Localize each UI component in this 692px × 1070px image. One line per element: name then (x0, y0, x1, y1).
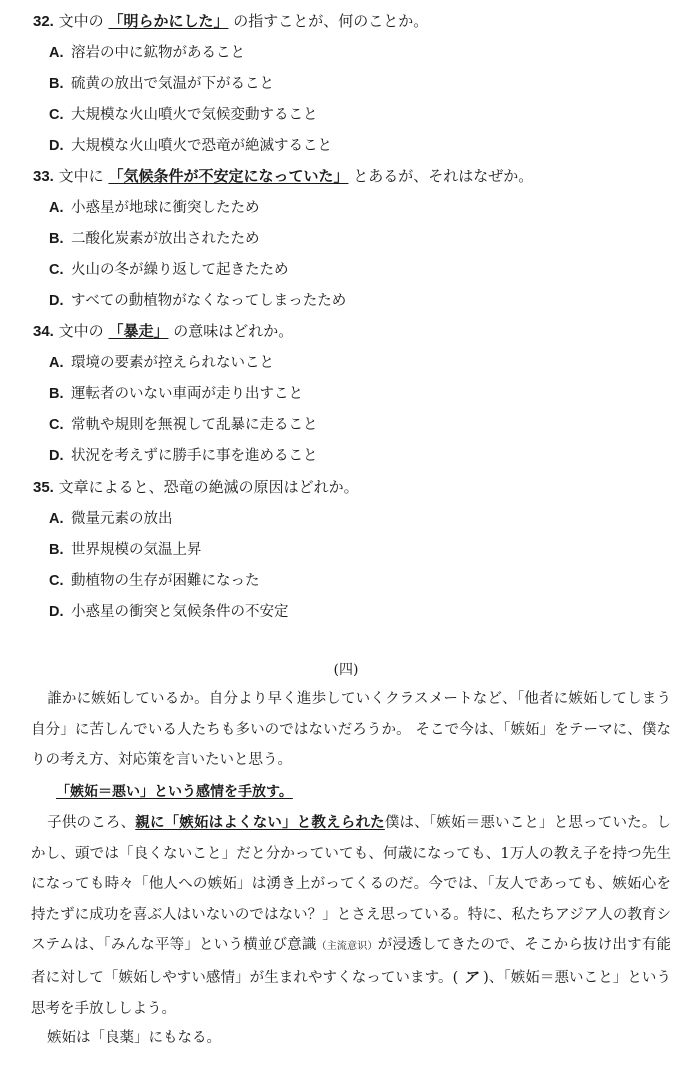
question-number: 34. (33, 323, 54, 340)
body-text-4: )、「嫉妬＝悪いこと」という思考を手放ししよう。 (31, 969, 672, 1017)
option-letter: A. (49, 45, 64, 61)
question-prefix: 文中の (58, 12, 104, 30)
answer-blank[interactable]: ア (458, 969, 484, 986)
option-text: 微量元素の放出 (71, 511, 173, 527)
body-paragraph (31, 808, 671, 1024)
option-letter: D. (49, 293, 64, 309)
option-33-b[interactable] (49, 227, 260, 248)
option-letter: A. (49, 511, 64, 527)
closing-text: 嫉妬は「良薬」にもなる。 (47, 1030, 221, 1046)
question-suffix: の指すことが、何のことか。 (233, 12, 429, 30)
body-underlined: 親に「嫉妬はよくない」と教えられた (135, 815, 385, 831)
option-text: 状況を考えずに勝手に事を進めること (71, 448, 318, 464)
option-35-d[interactable] (49, 600, 289, 621)
option-34-d[interactable] (49, 444, 318, 465)
option-letter: A. (49, 200, 64, 216)
closing-line (31, 1023, 671, 1054)
question-number: 35. (33, 479, 54, 496)
option-letter: B. (49, 231, 64, 247)
option-33-d[interactable] (49, 289, 346, 310)
option-32-d[interactable] (49, 134, 332, 155)
option-text: 二酸化炭素が放出されたため (71, 231, 260, 247)
question-prefix: 文中に (58, 167, 104, 185)
option-text: 大規模な火山噴火で気候変動すること (71, 107, 318, 123)
question-32 (33, 10, 428, 31)
option-text: すべての動植物がなくなってしまったため (71, 293, 347, 309)
option-letter: C. (49, 573, 64, 589)
question-35 (33, 476, 359, 497)
option-32-c[interactable] (49, 103, 318, 124)
option-letter: D. (49, 448, 64, 464)
option-letter: A. (49, 355, 64, 371)
body-text-3: が浸透してきたので、そこから抜け出す有能者に対して「嫉妬しやすい感情」が生まれやすくなっています。( (31, 937, 672, 986)
question-34 (33, 320, 293, 341)
section-heading: 「嫉妬＝悪い」という感情を手放す。 (56, 784, 293, 800)
option-text: 溶岩の中に鉱物があること (71, 45, 245, 61)
option-letter: B. (49, 76, 64, 92)
option-letter: C. (49, 417, 64, 433)
option-letter: C. (49, 262, 64, 278)
option-letter: D. (49, 138, 64, 154)
option-text: 運転者のいない車両が走り出すこと (71, 386, 303, 402)
body-small-note: （主流意识） (316, 941, 378, 953)
question-keyword: 「暴走」 (108, 322, 169, 340)
section-title: (四) (333, 662, 359, 678)
question-number: 33. (33, 168, 54, 185)
option-35-b[interactable] (49, 538, 202, 559)
option-letter: D. (49, 604, 64, 620)
option-text: 小惑星の衝突と気候条件の不安定 (71, 604, 289, 620)
option-text: 小惑星が地球に衝突したため (71, 200, 260, 216)
option-34-b[interactable] (49, 382, 303, 403)
option-33-c[interactable] (49, 258, 289, 279)
question-number: 32. (33, 13, 54, 30)
question-prefix: 文章によると、恐竜の絶滅の原因はどれか。 (58, 478, 359, 496)
option-text: 世界規模の気温上昇 (71, 542, 202, 558)
option-32-a[interactable] (49, 41, 245, 62)
option-letter: B. (49, 542, 64, 558)
option-34-c[interactable] (49, 413, 318, 434)
option-35-c[interactable] (49, 569, 260, 590)
option-32-b[interactable] (49, 72, 274, 93)
question-33 (33, 165, 533, 186)
question-keyword: 「気候条件が不安定になっていた」 (108, 167, 349, 185)
question-prefix: 文中の (58, 322, 104, 340)
intro-paragraph (31, 684, 671, 776)
question-suffix: とあるが、それはなぜか。 (353, 167, 534, 185)
option-text: 動植物の生存が困難になった (71, 573, 260, 589)
option-text: 硫黄の放出で気温が下がること (71, 76, 274, 92)
option-letter: B. (49, 386, 64, 402)
body-text-1: 子供のころ、 (47, 815, 136, 831)
option-text: 常軌や規則を無視して乱暴に走ること (71, 417, 318, 433)
option-35-a[interactable] (49, 507, 173, 528)
option-text: 環境の要素が控えられないこと (71, 355, 274, 371)
option-text: 火山の冬が繰り返して起きたため (71, 262, 289, 278)
question-suffix: の意味はどれか。 (173, 322, 294, 340)
option-text: 大規模な火山噴火で恐竜が絶滅すること (71, 138, 332, 154)
option-34-a[interactable] (49, 351, 274, 372)
option-33-a[interactable] (49, 196, 260, 217)
body-text-2: 僕は、「嫉妬＝悪いこと」と思っていた。しかし、頭では「良くないこと」だと分かっていても、何歳になっても、1万人の教え子を持つ先生になっても時々「他人への嫉妬」は湧き上がってくるのだ。今では、「友人であっても、嫉妬心を持たずに成功を喜ぶ人はいないのではない？」とさえ思っている。特に、私たちアジア人の教育システムは、「みんな平等」という横並び意識 (31, 815, 672, 954)
question-keyword: 「明らかにした」 (108, 12, 229, 30)
intro-text: 誰かに嫉妬しているか。自分より早く進歩していくクラスメートなど、「他者に嫉妬してしまう自分」に苦しんでいる人たちも多いのではないだろうか。 そこで今は、「嫉妬」をテーマに、僕なりの考え方、対応策を言いたいと思う。 (31, 691, 671, 769)
option-letter: C. (49, 107, 64, 123)
